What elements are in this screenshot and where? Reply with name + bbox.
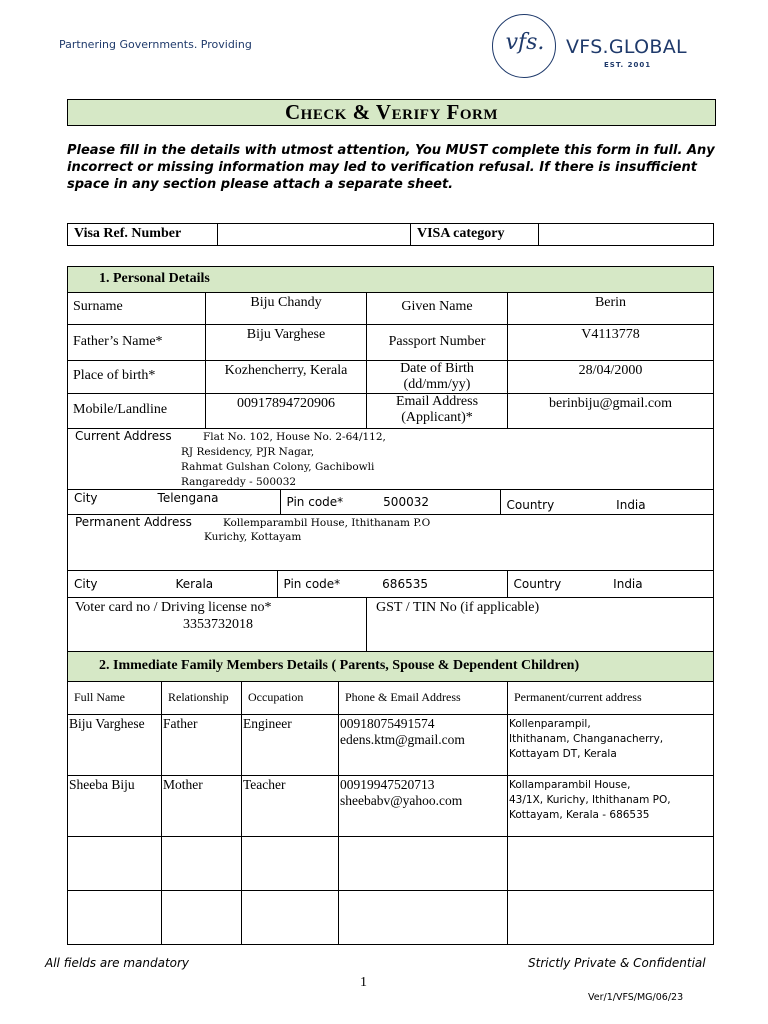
current-address-label: Current Address bbox=[75, 429, 172, 443]
surname-label: Surname bbox=[68, 293, 206, 325]
footer-confidential-note: Strictly Private & Confidential bbox=[528, 956, 706, 970]
mobile-field[interactable]: 00917894720906 bbox=[206, 394, 367, 429]
email-field[interactable]: berinbiju@gmail.com bbox=[508, 394, 714, 429]
footer-mandatory-note: All fields are mandatory bbox=[45, 956, 190, 970]
permanent-country-cell[interactable] bbox=[507, 571, 713, 597]
current-address-block[interactable] bbox=[68, 429, 714, 490]
permanent-city-cell[interactable] bbox=[68, 571, 277, 597]
given-name-field[interactable]: Berin bbox=[508, 293, 714, 325]
family-address-line: Kollenparampil, bbox=[509, 718, 591, 730]
vfs-global-logo bbox=[490, 14, 690, 80]
personal-details-table bbox=[67, 266, 714, 652]
family-relationship-cell[interactable] bbox=[162, 891, 242, 945]
family-email: edens.ktm@gmail.com bbox=[340, 732, 465, 747]
current-address-line-1: Flat No. 102, House No. 2-64/112, bbox=[203, 431, 386, 443]
permanent-address-line-2: Kurichy, Kottayam bbox=[204, 531, 302, 543]
given-name-label: Given Name bbox=[367, 293, 508, 325]
version-code: Ver/1/VFS/MG/06/23 bbox=[588, 992, 684, 1003]
col-phone-email: Phone & Email Address bbox=[339, 682, 508, 715]
permanent-address-line-1: Kollemparambil House, Ithithanam P.O bbox=[223, 517, 431, 529]
table-row bbox=[68, 837, 714, 891]
family-phone-email-cell[interactable] bbox=[339, 837, 508, 891]
dob-field[interactable]: 28/04/2000 bbox=[508, 361, 714, 394]
section-personal-heading: 1. Personal Details bbox=[68, 267, 714, 293]
permanent-country-label: Country bbox=[513, 577, 562, 591]
current-pin-cell[interactable] bbox=[280, 490, 500, 514]
table-row bbox=[68, 891, 714, 945]
current-country-value: India bbox=[616, 498, 646, 512]
table-row bbox=[68, 776, 714, 837]
passport-field[interactable]: V4113778 bbox=[508, 325, 714, 361]
permanent-address-block[interactable] bbox=[68, 515, 714, 571]
current-city-value: Telengana bbox=[157, 491, 219, 505]
email-label: Email Address (Applicant)* bbox=[367, 394, 508, 429]
dob-label: Date of Birth (dd/mm/yy) bbox=[367, 361, 508, 394]
current-country-label: Country bbox=[506, 498, 555, 512]
form-instructions: Please fill in the details with utmost attention, You MUST complete this form in full. Any incorrect or missing information may led to verification refusal. If there is insufficient space in any section please attach a separate sheet. bbox=[67, 143, 715, 192]
family-relationship-cell[interactable]: Mother bbox=[162, 776, 242, 837]
place-of-birth-field[interactable]: Kozhencherry, Kerala bbox=[206, 361, 367, 394]
family-address-line: 43/1X, Kurichy, Ithithanam PO, bbox=[509, 794, 671, 806]
family-phone-email-cell[interactable] bbox=[339, 891, 508, 945]
visa-ref-table bbox=[67, 223, 714, 246]
voter-license-value: 3353732018 bbox=[183, 617, 253, 632]
logo-script: vfs. bbox=[505, 30, 545, 55]
family-phone-email-cell[interactable] bbox=[339, 776, 508, 837]
permanent-city-inner bbox=[68, 571, 713, 597]
voter-license-label: Voter card no / Driving license no* bbox=[75, 600, 272, 615]
place-of-birth-label: Place of birth* bbox=[68, 361, 206, 394]
current-address-line-3: Rahmat Gulshan Colony, Gachibowli bbox=[181, 461, 375, 473]
current-country-cell[interactable] bbox=[500, 490, 713, 514]
visa-ref-field[interactable] bbox=[218, 224, 411, 246]
voter-license-cell[interactable] bbox=[68, 598, 367, 652]
current-address-line-4: Rangareddy - 500032 bbox=[181, 476, 297, 488]
family-address-cell[interactable] bbox=[508, 715, 714, 776]
family-relationship-cell[interactable]: Father bbox=[162, 715, 242, 776]
current-city-inner bbox=[68, 490, 713, 514]
form-title: Check & Verify Form bbox=[67, 99, 716, 126]
col-full-name: Full Name bbox=[68, 682, 162, 715]
family-address-line: Kollamparambil House, bbox=[509, 779, 631, 791]
family-address-cell[interactable] bbox=[508, 891, 714, 945]
permanent-city-label: City bbox=[74, 577, 98, 591]
permanent-city-value: Kerala bbox=[175, 577, 214, 591]
col-address: Permanent/current address bbox=[508, 682, 714, 715]
family-address-cell[interactable] bbox=[508, 776, 714, 837]
family-members-table bbox=[67, 651, 714, 945]
permanent-address-label: Permanent Address bbox=[75, 515, 192, 529]
family-address-line: Kottayam DT, Kerala bbox=[509, 748, 617, 760]
table-row bbox=[68, 715, 714, 776]
family-occupation-cell[interactable]: Teacher bbox=[242, 776, 339, 837]
family-name-cell[interactable] bbox=[68, 891, 162, 945]
surname-field[interactable]: Biju Chandy bbox=[206, 293, 367, 325]
header-tagline: Partnering Governments. Providing bbox=[59, 38, 252, 51]
family-address-line: Kottayam, Kerala - 686535 bbox=[509, 809, 650, 821]
permanent-city-row bbox=[68, 571, 714, 598]
family-occupation-cell[interactable]: Engineer bbox=[242, 715, 339, 776]
family-phone: 00919947520713 bbox=[340, 777, 435, 792]
current-address-line-2: RJ Residency, PJR Nagar, bbox=[181, 446, 315, 458]
permanent-pin-label: Pin code* bbox=[283, 577, 341, 591]
father-name-label: Father’s Name* bbox=[68, 325, 206, 361]
visa-category-label: VISA category bbox=[411, 224, 539, 246]
family-phone: 00918075491574 bbox=[340, 716, 435, 731]
permanent-pin-value: 686535 bbox=[382, 577, 428, 591]
current-city-cell[interactable] bbox=[68, 490, 280, 514]
family-name-cell[interactable]: Biju Varghese bbox=[68, 715, 162, 776]
family-name-cell[interactable]: Sheeba Biju bbox=[68, 776, 162, 837]
gst-tin-cell[interactable] bbox=[367, 598, 714, 652]
permanent-pin-cell[interactable] bbox=[277, 571, 507, 597]
gst-tin-label: GST / TIN No (if applicable) bbox=[376, 600, 540, 615]
page-number: 1 bbox=[360, 975, 367, 990]
family-relationship-cell[interactable] bbox=[162, 837, 242, 891]
current-pin-label: Pin code* bbox=[286, 495, 344, 509]
visa-category-field[interactable] bbox=[539, 224, 714, 246]
col-relationship: Relationship bbox=[162, 682, 242, 715]
permanent-country-value: India bbox=[613, 577, 643, 591]
current-city-label: City bbox=[74, 491, 98, 505]
family-occupation-cell[interactable] bbox=[242, 891, 339, 945]
family-phone-email-cell[interactable] bbox=[339, 715, 508, 776]
col-occupation: Occupation bbox=[242, 682, 339, 715]
current-city-row bbox=[68, 490, 714, 515]
visa-ref-label: Visa Ref. Number bbox=[68, 224, 218, 246]
family-name-cell[interactable] bbox=[68, 837, 162, 891]
family-address-line: Ithithanam, Changanacherry, bbox=[509, 733, 664, 745]
family-occupation-cell[interactable] bbox=[242, 837, 339, 891]
logo-wordmark: VFS.GLOBAL bbox=[566, 36, 687, 58]
section-family-heading: 2. Immediate Family Members Details ( Parents, Spouse & Dependent Children) bbox=[68, 652, 714, 682]
passport-label: Passport Number bbox=[367, 325, 508, 361]
logo-est: EST. 2001 bbox=[604, 61, 652, 69]
family-email: sheebabv@yahoo.com bbox=[340, 793, 463, 808]
mobile-label: Mobile/Landline bbox=[68, 394, 206, 429]
current-pin-value: 500032 bbox=[383, 495, 429, 509]
family-address-cell[interactable] bbox=[508, 837, 714, 891]
father-name-field[interactable]: Biju Varghese bbox=[206, 325, 367, 361]
